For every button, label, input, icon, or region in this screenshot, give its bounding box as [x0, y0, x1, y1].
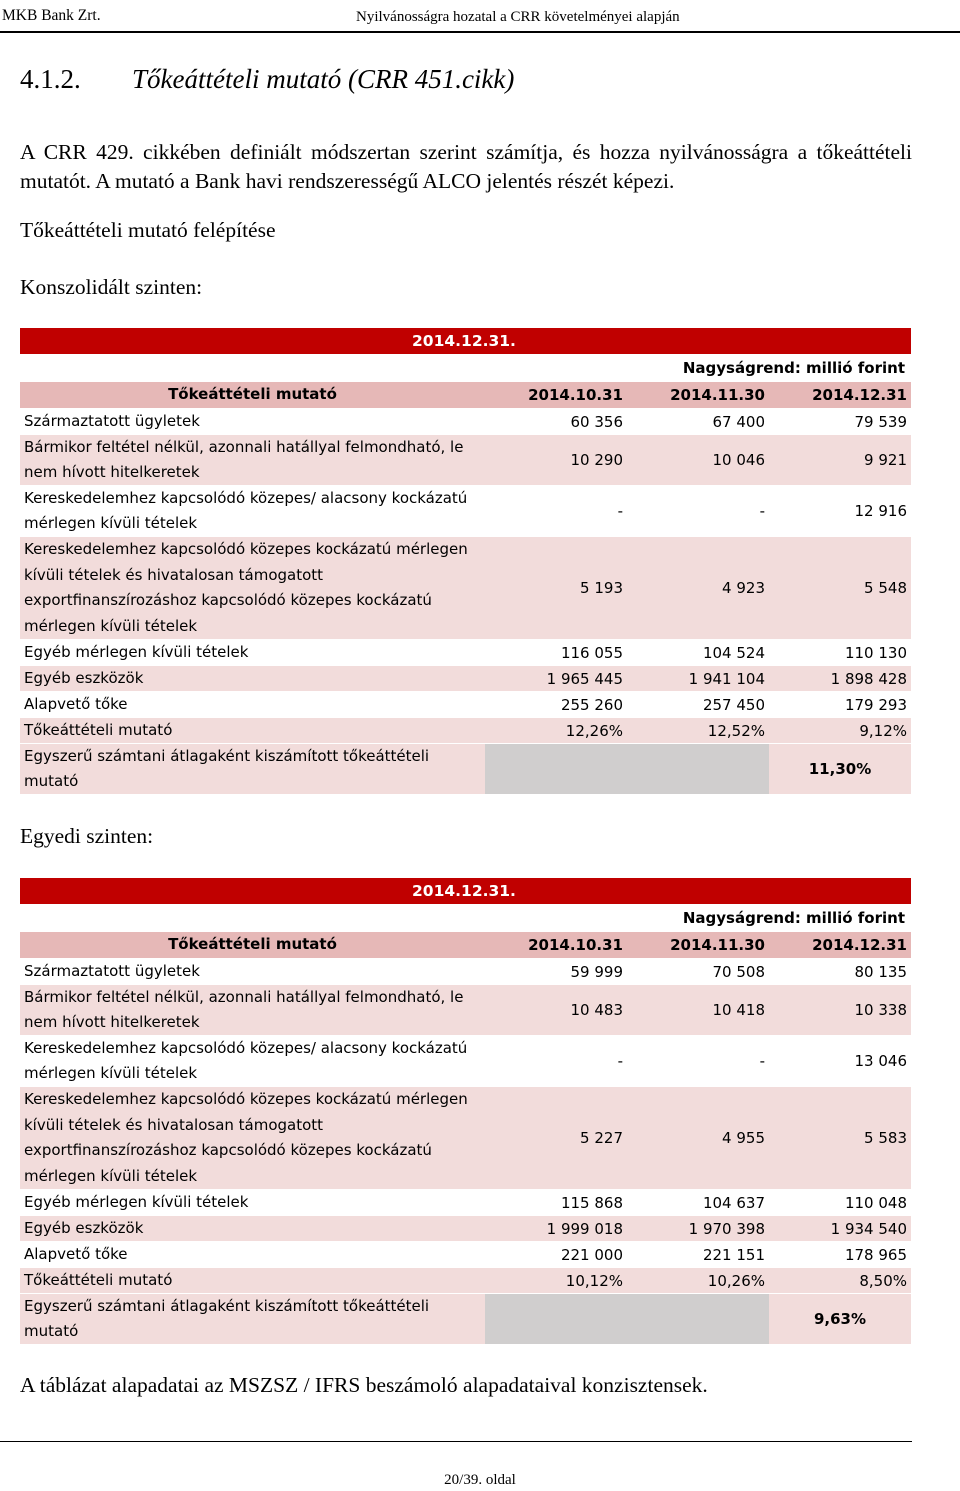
row-label: Bármikor feltétel nélkül, azonnali hatállyal felmondható, le nem hívott hitelkeretek: [24, 437, 464, 481]
average-grey-cell: [485, 744, 769, 794]
cell-oct: 221 000: [560, 1245, 623, 1264]
date-title: 2014.12.31.: [412, 882, 516, 900]
table-row: [20, 408, 911, 434]
table-header-row: [20, 931, 911, 958]
table-row: [20, 691, 911, 717]
row-label: Egyéb mérlegen kívüli tételek: [24, 1192, 249, 1211]
cell-oct: 255 260: [560, 695, 623, 714]
table-row: [20, 1189, 911, 1215]
cell-oct: -: [617, 502, 623, 520]
table-row: [20, 485, 911, 536]
cell-dec: 12 916: [854, 502, 907, 520]
cell-dec: 179 293: [844, 695, 907, 714]
unit-label: Nagyságrend: millió forint: [682, 909, 905, 927]
cell-dec: 9 921: [864, 451, 907, 469]
cell-dec: 178 965: [844, 1245, 907, 1264]
row-label: Tőkeáttételi mutató: [24, 1270, 173, 1289]
cell-dec: 5 548: [864, 579, 907, 597]
table-row: [20, 639, 911, 665]
table-row: [20, 958, 911, 984]
row-label: Származtatott ügyletek: [24, 961, 200, 980]
cell-oct: 10 483: [570, 1001, 623, 1019]
table-row: [20, 536, 911, 639]
row-label: Egyéb eszközök: [24, 668, 144, 687]
cell-nov: 104 637: [702, 1193, 765, 1212]
cell-nov: 10 046: [712, 451, 765, 469]
cell-oct: -: [617, 1052, 623, 1070]
cell-nov: 4 955: [722, 1129, 765, 1147]
cell-nov: 221 151: [702, 1245, 765, 1264]
cell-dec: 1 934 540: [830, 1219, 907, 1238]
cell-oct: 10 290: [570, 451, 623, 469]
page-number: 20/39. oldal: [444, 1472, 516, 1488]
average-label: Egyszerű számtani átlagaként kiszámított tőkeáttételi mutató: [24, 746, 430, 790]
cell-oct: 116 055: [560, 643, 623, 662]
cell-dec: 10 338: [854, 1001, 907, 1019]
table-row: [20, 717, 911, 743]
table-row: [20, 665, 911, 691]
footer-divider: [0, 1441, 912, 1442]
cell-nov: 12,52%: [707, 721, 765, 740]
header-col-3: 2014.12.31: [812, 386, 907, 404]
table-row: [20, 1241, 911, 1267]
row-label: Kereskedelemhez kapcsolódó közepes kockázatú mérlegen kívüli tételek és hivatalosan támogatott exportfinanszírozáshoz kapcsolódó közepes kockázatú mérlegen kívüli tételek: [24, 540, 468, 635]
header-label: Tőkeáttételi mutató: [168, 385, 337, 404]
row-label: Származtatott ügyletek: [24, 411, 200, 430]
average-row: [20, 743, 911, 794]
section-heading: [20, 64, 514, 95]
cell-dec: 80 135: [854, 962, 907, 981]
header-col-1: 2014.10.31: [528, 386, 623, 404]
bank-name: MKB Bank Zrt.: [2, 7, 101, 24]
cell-nov: 67 400: [712, 412, 765, 431]
cell-oct: 115 868: [560, 1193, 623, 1212]
table-row: [20, 1215, 911, 1241]
row-label: Bármikor feltétel nélkül, azonnali hatállyal felmondható, le nem hívott hitelkeretek: [24, 987, 464, 1031]
cell-oct: 1 965 445: [546, 669, 623, 688]
cell-dec: 110 130: [844, 643, 907, 662]
cell-dec: 13 046: [854, 1052, 907, 1070]
row-label: Tőkeáttételi mutató: [24, 720, 173, 739]
header-col-3: 2014.12.31: [812, 936, 907, 954]
average-label: Egyszerű számtani átlagaként kiszámított tőkeáttételi mutató: [24, 1296, 430, 1340]
cell-dec: 110 048: [844, 1193, 907, 1212]
cell-dec: 9,12%: [859, 721, 907, 740]
cell-dec: 5 583: [864, 1129, 907, 1147]
document-title: Nyilvánosságra hozatal a CRR követelményei alapján: [356, 9, 680, 25]
header-col-2: 2014.11.30: [670, 936, 765, 954]
table-row: [20, 1086, 911, 1189]
header-col-2: 2014.11.30: [670, 386, 765, 404]
header-divider: [0, 31, 960, 33]
date-title: 2014.12.31.: [412, 332, 516, 350]
cell-dec: 8,50%: [859, 1271, 907, 1290]
cell-dec: 79 539: [854, 412, 907, 431]
cell-nov: -: [759, 502, 765, 520]
section-number: 4.1.2.: [20, 64, 81, 94]
intro-paragraph: A CRR 429. cikkében definiált módszertan szerint számítja, és hozza nyilvánosságra a tőkeáttételi mutatót. A mutató a Bank havi rendszerességű ALCO jelentés részét képezi.: [20, 140, 912, 193]
cell-nov: 1 941 104: [688, 669, 765, 688]
consolidated-leverage-table: [20, 328, 911, 794]
cell-nov: -: [759, 1052, 765, 1070]
cell-nov: 104 524: [702, 643, 765, 662]
row-label: Alapvető tőke: [24, 1244, 128, 1263]
cell-nov: 70 508: [712, 962, 765, 981]
table-row: [20, 1267, 911, 1293]
date-title-bar: [20, 328, 911, 354]
cell-nov: 10,26%: [707, 1271, 765, 1290]
average-row: [20, 1293, 911, 1344]
section-title: Tőkeáttételi mutató (CRR 451.cikk): [132, 64, 515, 94]
individual-leverage-table: [20, 878, 911, 1344]
unit-row: [20, 354, 911, 381]
header-label: Tőkeáttételi mutató: [168, 935, 337, 954]
average-grey-cell: [485, 1294, 769, 1344]
cell-nov: 4 923: [722, 579, 765, 597]
cell-dec: 1 898 428: [830, 669, 907, 688]
cell-oct: 60 356: [570, 412, 623, 431]
row-label: Kereskedelemhez kapcsolódó közepes/ alacsony kockázatú mérlegen kívüli tételek: [24, 1038, 468, 1082]
cell-nov: 257 450: [702, 695, 765, 714]
page-header: [0, 0, 960, 31]
cell-oct: 59 999: [570, 962, 623, 981]
cell-oct: 12,26%: [565, 721, 623, 740]
table-row: [20, 1035, 911, 1086]
individual-label: Egyedi szinten:: [20, 824, 154, 848]
consolidated-label: Konszolidált szinten:: [20, 275, 203, 299]
cell-oct: 5 227: [580, 1129, 623, 1147]
header-col-1: 2014.10.31: [528, 936, 623, 954]
structure-heading: Tőkeáttételi mutató felépítése: [20, 218, 276, 242]
cell-nov: 1 970 398: [688, 1219, 765, 1238]
footnote: A táblázat alapadatai az MSZSZ / IFRS beszámoló alapadataival konzisztensek.: [20, 1373, 708, 1397]
unit-label: Nagyságrend: millió forint: [682, 359, 905, 377]
cell-oct: 1 999 018: [546, 1219, 623, 1238]
row-label: Kereskedelemhez kapcsolódó közepes kockázatú mérlegen kívüli tételek és hivatalosan támogatott exportfinanszírozáshoz kapcsolódó közepes kockázatú mérlegen kívüli tételek: [24, 1090, 468, 1185]
row-label: Kereskedelemhez kapcsolódó közepes/ alacsony kockázatú mérlegen kívüli tételek: [24, 488, 468, 532]
table-row: [20, 434, 911, 485]
table-row: [20, 984, 911, 1035]
unit-row: [20, 904, 911, 931]
row-label: Alapvető tőke: [24, 694, 128, 713]
date-title-bar: [20, 878, 911, 904]
row-label: Egyéb eszközök: [24, 1218, 144, 1237]
table-header-row: [20, 381, 911, 408]
cell-oct: 10,12%: [565, 1271, 623, 1290]
average-value: 9,63%: [813, 1310, 867, 1328]
average-value: 11,30%: [808, 760, 872, 778]
cell-oct: 5 193: [580, 579, 623, 597]
row-label: Egyéb mérlegen kívüli tételek: [24, 642, 249, 661]
cell-nov: 10 418: [712, 1001, 765, 1019]
